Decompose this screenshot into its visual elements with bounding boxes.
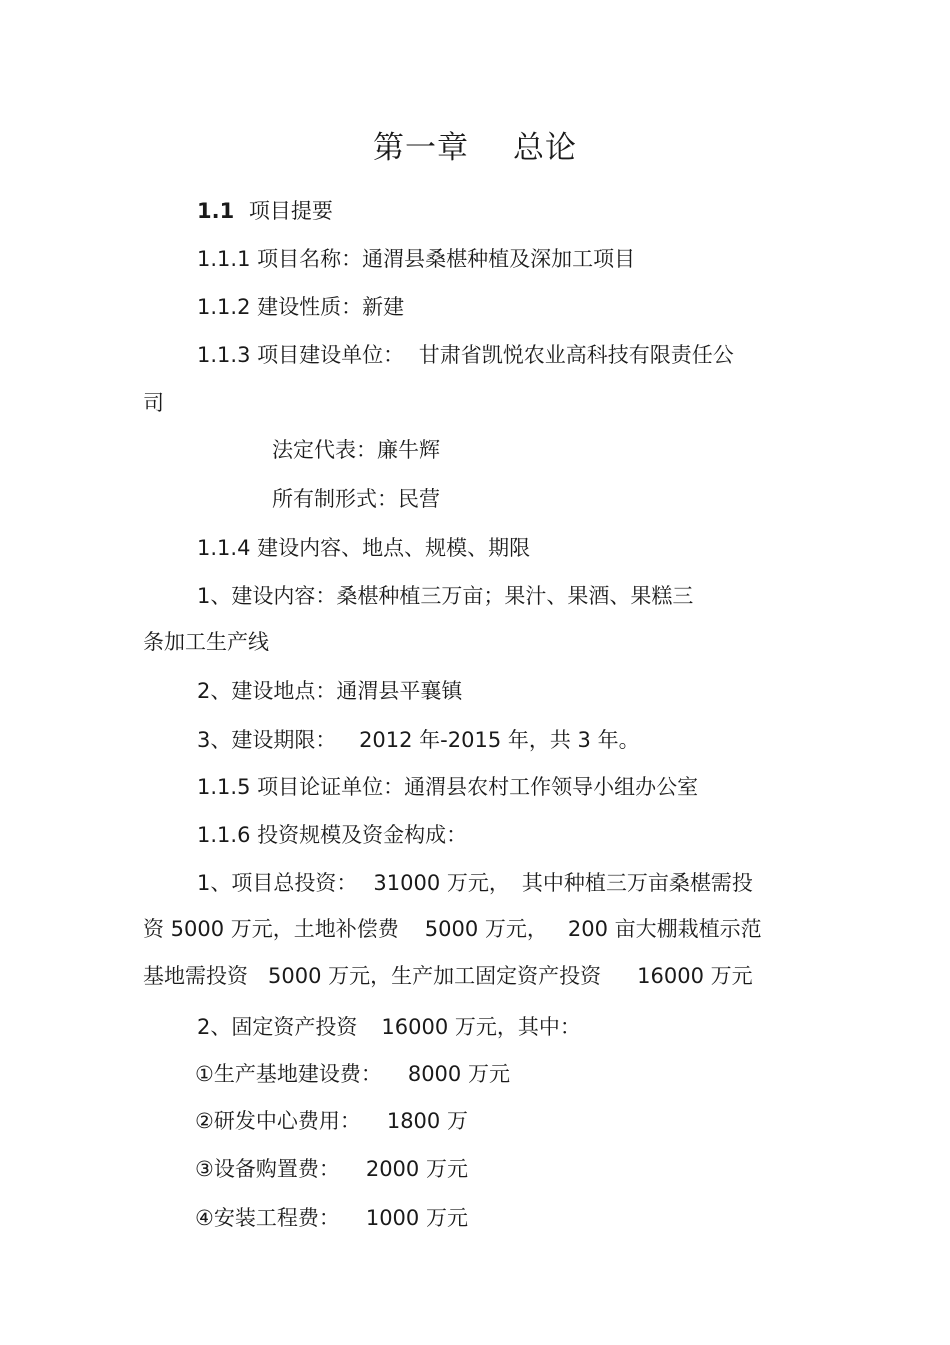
- ownership-form: 所有制形式：民营: [272, 487, 440, 511]
- cost-item-value: 8000 万元: [407, 1062, 510, 1086]
- cost-item-4: [195, 1203, 468, 1233]
- cost-item-value: 1800 万: [386, 1109, 468, 1133]
- content-item-3: [197, 725, 640, 755]
- investment-text: 资 5000 万元，土地补偿费: [143, 917, 399, 941]
- content-item-3-value: 2012 年-2015 年，共 3 年。: [359, 728, 640, 752]
- section-1-1-3-label: 1.1.3 项目建设单位：: [197, 343, 405, 367]
- investment-text: 5000 万元，: [424, 917, 548, 941]
- investment-item-2-value: 16000 万元，其中：: [381, 1015, 581, 1039]
- section-number: 1.1: [197, 199, 235, 223]
- section-1-1-5: 1.1.5 项目论证单位：通渭县农村工作领导小组办公室: [197, 775, 699, 799]
- section-1-1-2: 1.1.2 建设性质：新建: [197, 295, 405, 319]
- section-title: 项目提要: [248, 199, 333, 223]
- section-1-1-3-wrap: 司: [143, 391, 164, 415]
- investment-item-1: [197, 868, 753, 898]
- investment-text: 16000 万元: [637, 964, 753, 988]
- section-1-1-1: 1.1.1 项目名称：通渭县桑椹种植及深加工项目: [197, 247, 636, 271]
- cost-item-2: [195, 1106, 468, 1136]
- content-item-1-wrap: 条加工生产线: [143, 630, 269, 654]
- cost-item-1: [195, 1059, 510, 1089]
- cost-item-value: 2000 万元: [365, 1157, 468, 1181]
- investment-item-1-wrap-2: [143, 961, 753, 991]
- investment-text: 5000 万元，生产加工固定资产投资: [268, 964, 602, 988]
- investment-text: 200 亩大棚栽植示范: [567, 917, 762, 941]
- cost-item-value: 1000 万元: [365, 1206, 468, 1230]
- content-item-1: 1、建设内容：桑椹种植三万亩；果汁、果酒、果糕三: [197, 584, 694, 608]
- chapter-number: 第一章: [373, 130, 469, 166]
- content-item-3-label: 3、建设期限：: [197, 728, 337, 752]
- section-1-1-4: 1.1.4 建设内容、地点、规模、期限: [197, 536, 531, 560]
- investment-item-1-wrap-1: [143, 914, 762, 944]
- cost-item-label: ③设备购置费：: [195, 1157, 340, 1181]
- content-item-2: 2、建设地点：通渭县平襄镇: [197, 679, 463, 703]
- section-1-1-3: [197, 340, 734, 370]
- investment-item-2: [197, 1012, 581, 1042]
- section-1-1-6: 1.1.6 投资规模及资金构成：: [197, 823, 468, 847]
- legal-representative: 法定代表：廉牛辉: [272, 438, 440, 462]
- investment-item-2-label: 2、固定资产投资: [197, 1015, 358, 1039]
- cost-item-3: [195, 1154, 468, 1184]
- investment-text: 基地需投资: [143, 964, 248, 988]
- cost-item-label: ④安装工程费：: [195, 1206, 340, 1230]
- investment-item-1-detail: 其中种植三万亩桑椹需投: [521, 871, 753, 895]
- chapter-heading: [0, 122, 950, 167]
- cost-item-label: ①生产基地建设费：: [195, 1062, 382, 1086]
- cost-item-label: ②研发中心费用：: [195, 1109, 361, 1133]
- section-1-1: [197, 196, 333, 226]
- section-1-1-3-value: 甘肃省凯悦农业高科技有限责任公: [418, 343, 734, 367]
- investment-item-1-total: 31000 万元，: [373, 871, 510, 895]
- investment-item-1-label: 1、项目总投资：: [197, 871, 358, 895]
- chapter-title: 总论: [513, 130, 577, 166]
